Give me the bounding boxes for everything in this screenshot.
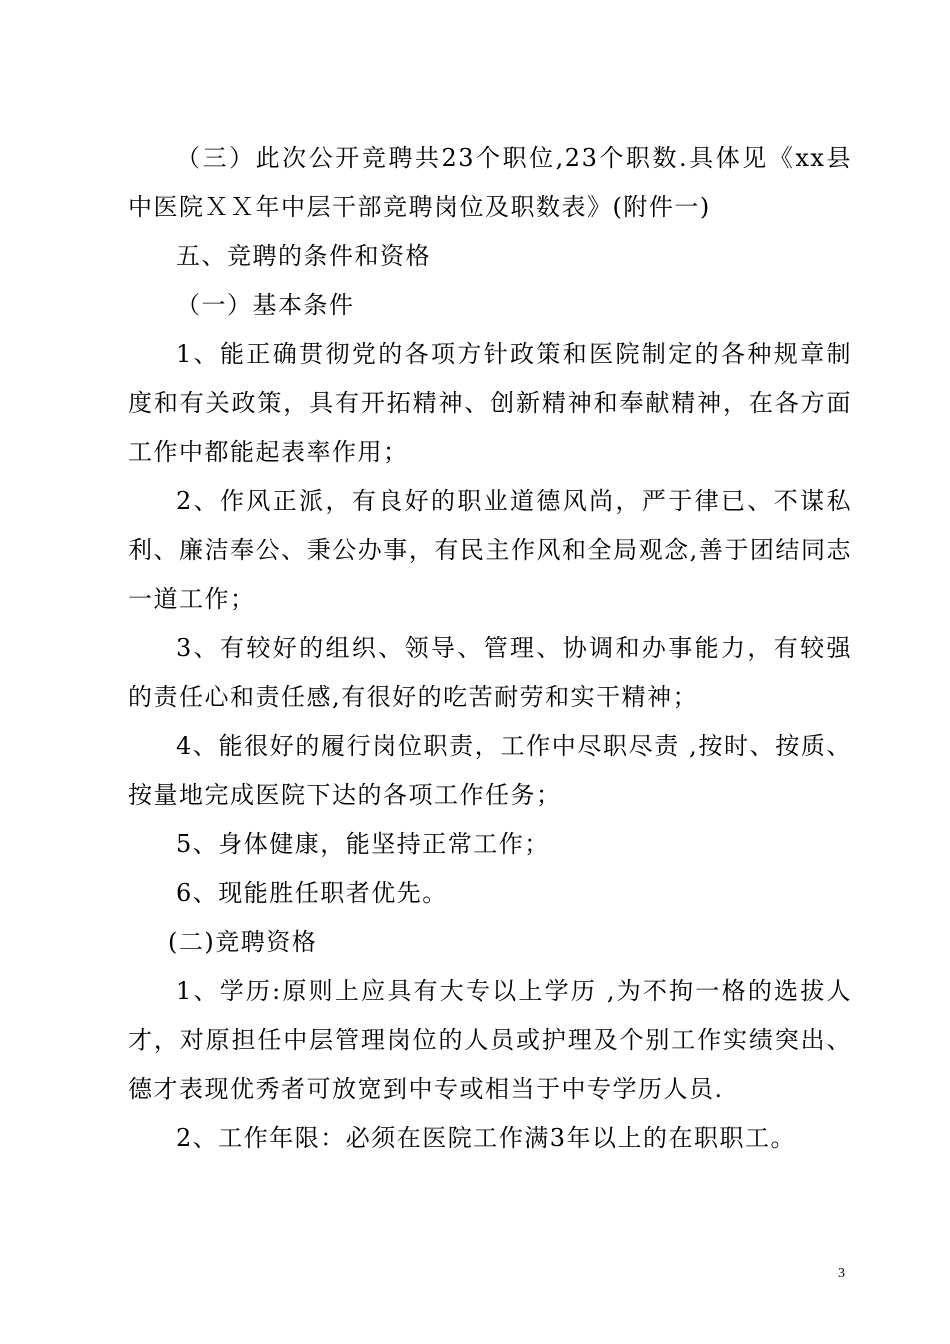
list-item-condition-4: 4、能很好的履行岗位职责，工作中尽职尽责 ,按时、按质、按量地完成医院下达的各项工作任务； — [128, 732, 852, 809]
list-item-condition-5: 5、身体健康，能坚持正常工作； — [176, 830, 550, 858]
list-item-qualification-2: 2、工作年限：必须在医院工作满3年以上的在职职工。 — [176, 1124, 797, 1152]
list-item-condition-1: 1、能正确贯彻党的各项方针政策和医院制定的各种规章制度和有关政策，具有开拓精神、创新精神和奉献精神，在各方面工作中都能起表率作用； — [128, 340, 852, 466]
page-number: 3 — [838, 1266, 845, 1281]
list-item-condition-2: 2、作风正派，有良好的职业道德风尚，严于律已、不谋私利、廉洁奉公、秉公办事，有民主作风和全局观念,善于团结同志一道工作； — [128, 487, 852, 613]
list-item-condition-3: 3、有较好的组织、领导、管理、协调和办事能力，有较强的责任心和责任感,有很好的吃苦耐劳和实干精神； — [128, 634, 852, 711]
list-item-qualification-1: 1、学历:原则上应具有大专以上学历 ,为不拘一格的选拔人才，对原担任中层管理岗位的人员或护理及个别工作实绩突出、德才表现优秀者可放宽到中专或相当于中专学历人员. — [128, 977, 852, 1103]
subheading-basic-conditions: （一）基本条件 — [176, 291, 355, 319]
section-heading-conditions: 五、竞聘的条件和资格 — [176, 242, 431, 270]
list-item-condition-6: 6、现能胜任职者优先。 — [176, 879, 448, 907]
paragraph-recruitment-positions: （三）此次公开竞聘共23个职位,23个职数.具体见《xx县中医院ＸＸ年中层干部竞聘岗位及职数表》(附件一) — [128, 144, 852, 221]
document-body — [128, 134, 852, 1163]
subheading-qualifications: (二)竞聘资格 — [168, 928, 318, 956]
